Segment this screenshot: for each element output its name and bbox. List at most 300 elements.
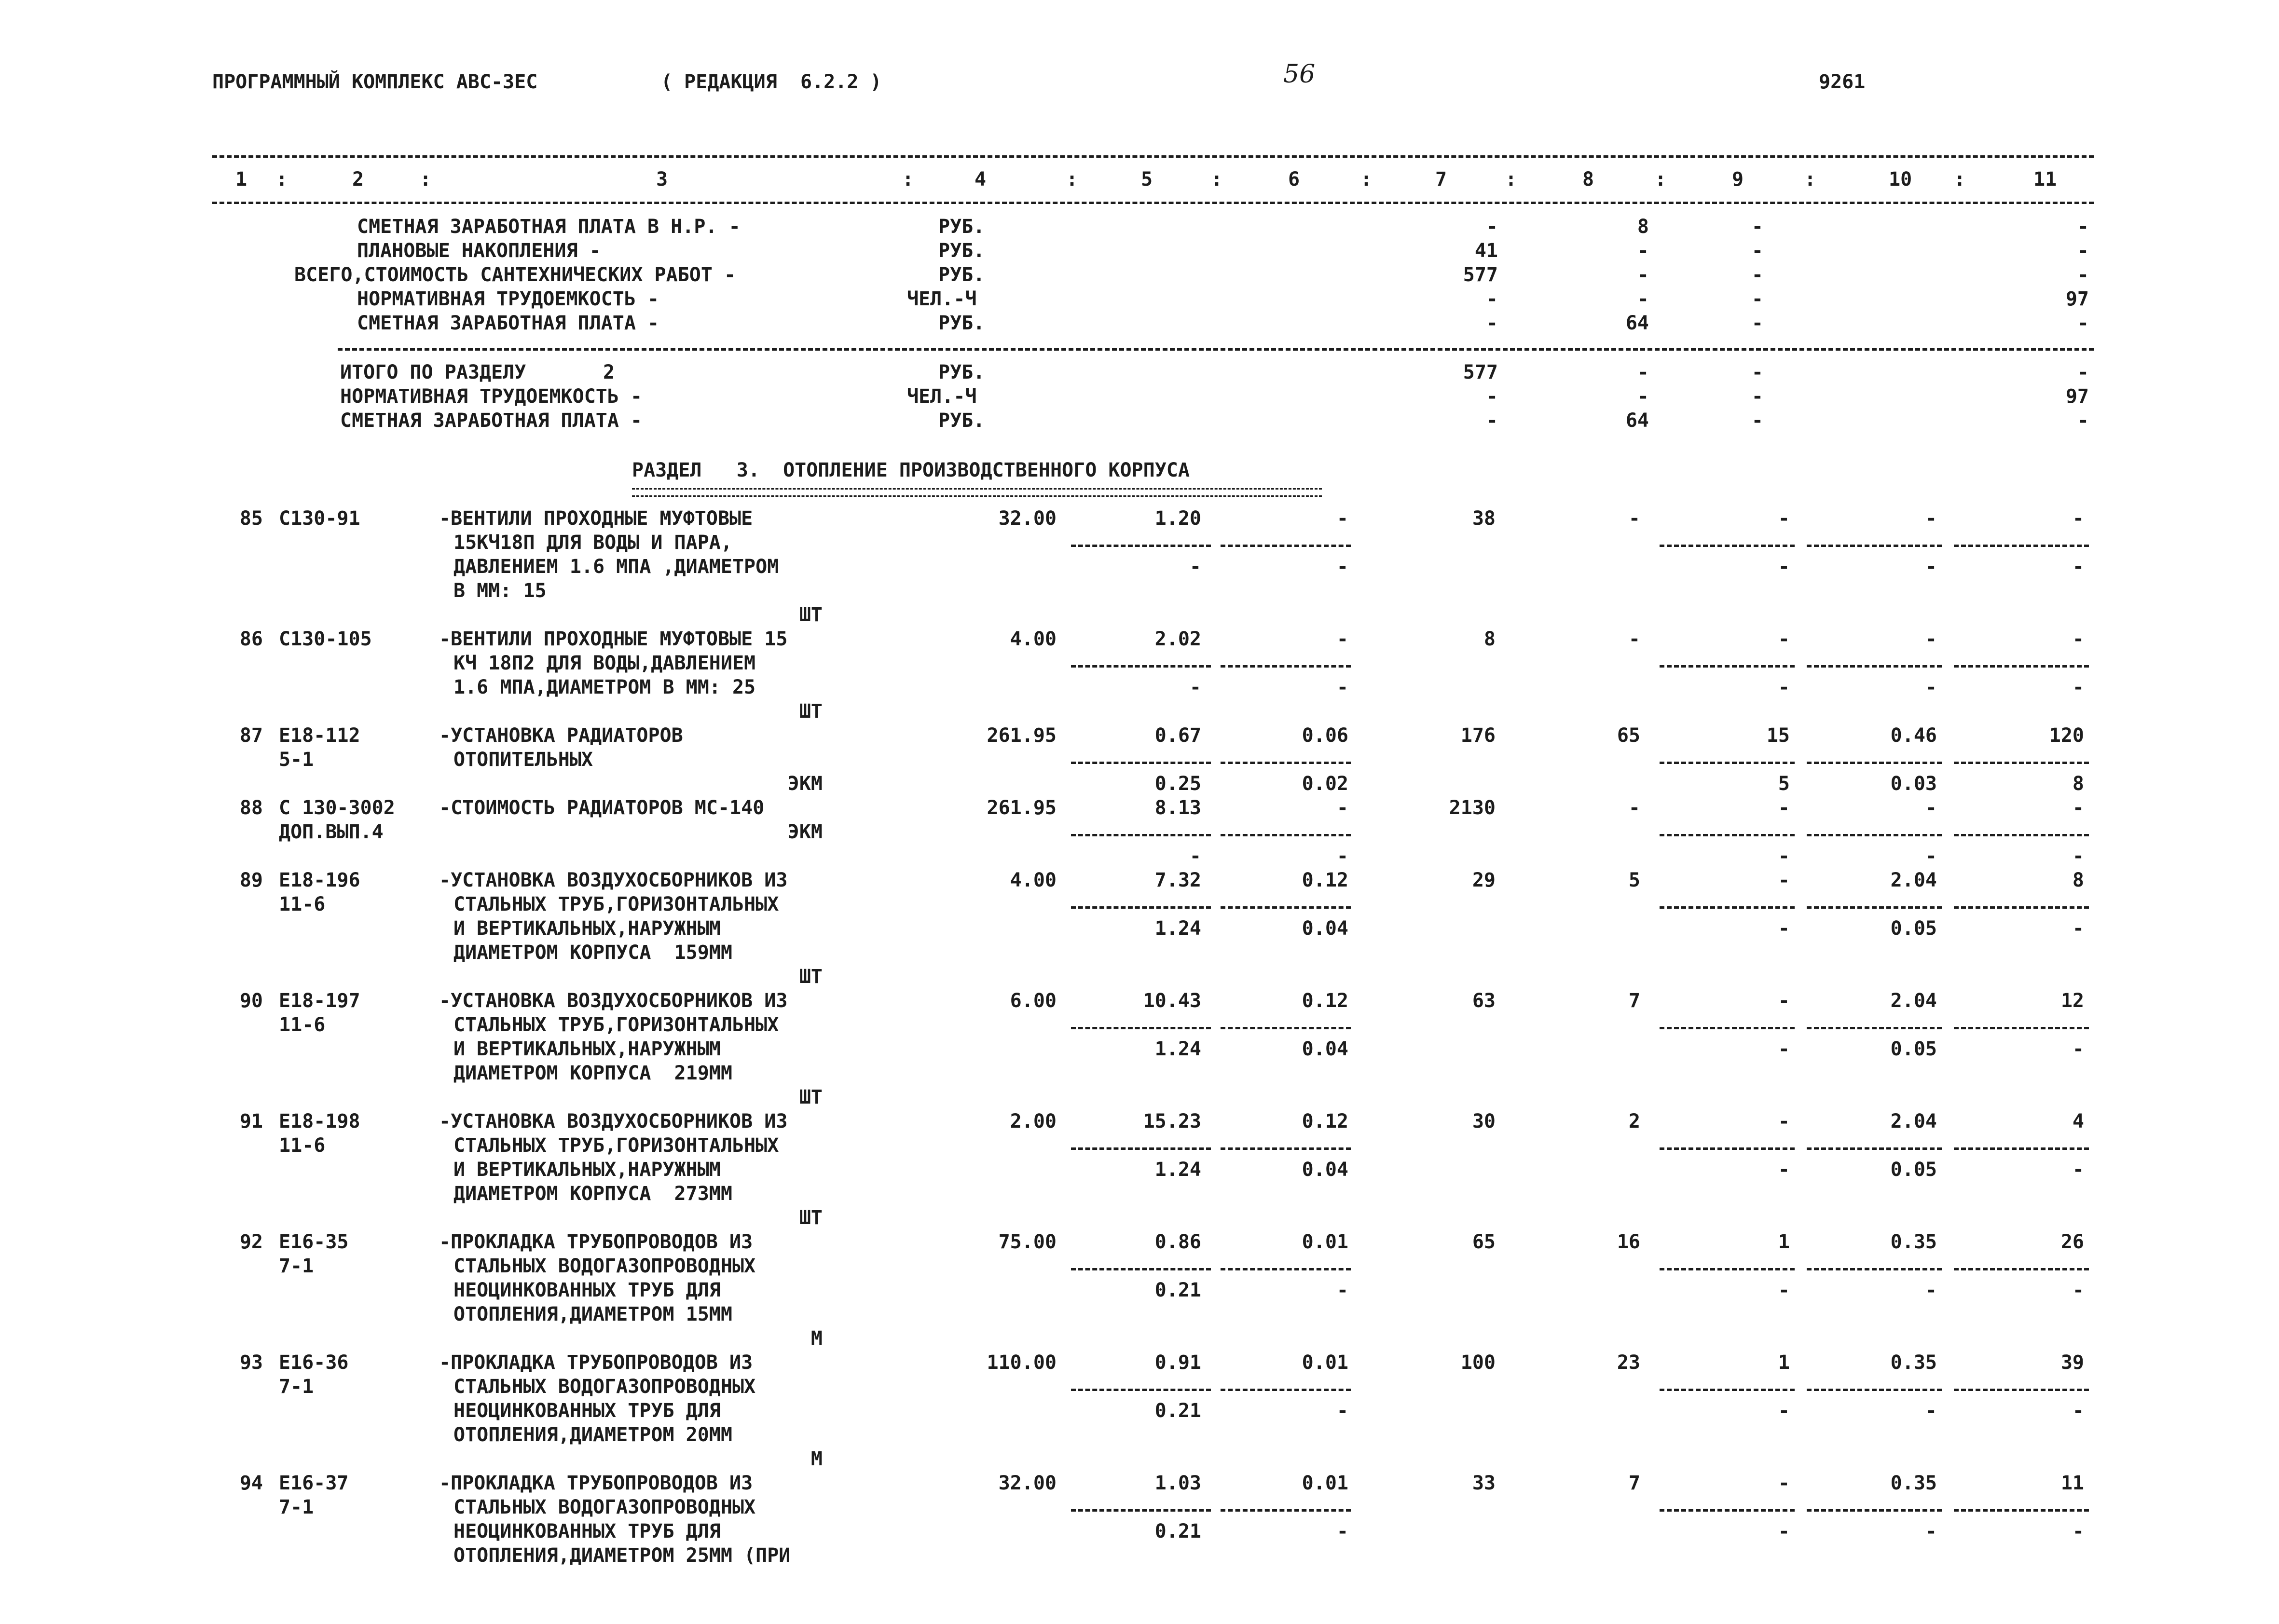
row-description: СТАЛЬНЫХ ВОДОГАЗОПРОВОДНЫХ bbox=[453, 1376, 756, 1398]
row-split-rule-col10 bbox=[1807, 1268, 1942, 1270]
summary-col7: - bbox=[1486, 216, 1498, 238]
row-col8: 23 bbox=[1617, 1351, 1640, 1374]
row-split-rule-col6 bbox=[1221, 665, 1351, 668]
row-description: -СТОИМОСТЬ РАДИАТОРОВ МС-140 bbox=[439, 797, 765, 819]
column-separator-3: : bbox=[902, 168, 914, 191]
row-description: ДИАМЕТРОМ КОРПУСА 219ММ bbox=[453, 1062, 732, 1084]
row-split-rule-col9 bbox=[1660, 1509, 1795, 1512]
row-col11-bottom: - bbox=[2072, 1279, 2084, 1301]
row-col5-top: 15.23 bbox=[1143, 1110, 1201, 1133]
row-code-secondary: 5-1 bbox=[279, 749, 314, 771]
column-header-5: 5 bbox=[1141, 168, 1153, 191]
row-description: ДАВЛЕНИЕМ 1.6 МПА ,ДИАМЕТРОМ bbox=[453, 556, 779, 578]
total-col8: - bbox=[1637, 361, 1649, 383]
column-separator-9: : bbox=[1804, 168, 1816, 191]
row-col6-top: 0.01 bbox=[1302, 1231, 1348, 1253]
row-split-rule-col9 bbox=[1660, 1147, 1795, 1150]
summary-col8: - bbox=[1637, 288, 1649, 310]
row-number: 87 bbox=[239, 724, 263, 747]
summary-col8: - bbox=[1637, 264, 1649, 286]
row-quantity: 2.00 bbox=[1010, 1110, 1057, 1133]
total-label: СМЕТНАЯ ЗАРАБОТНАЯ ПЛАТА - bbox=[340, 409, 643, 432]
row-split-rule-col11 bbox=[1954, 665, 2089, 668]
row-col11-top: 26 bbox=[2060, 1231, 2084, 1253]
row-number: 91 bbox=[239, 1110, 263, 1133]
row-col8: 16 bbox=[1617, 1231, 1640, 1253]
row-description: СТАЛЬНЫХ ВОДОГАЗОПРОВОДНЫХ bbox=[453, 1255, 756, 1277]
row-quantity: 4.00 bbox=[1010, 869, 1057, 891]
row-col11-top: - bbox=[2072, 797, 2084, 819]
row-col9-bottom: - bbox=[1778, 556, 1790, 578]
row-col7: 33 bbox=[1472, 1472, 1496, 1494]
row-col11-top: 39 bbox=[2060, 1351, 2084, 1374]
row-col11-bottom: - bbox=[2072, 556, 2084, 578]
row-split-rule-col11 bbox=[1954, 834, 2089, 836]
row-description: ОТОПЛЕНИЯ,ДИАМЕТРОМ 25ММ (ПРИ bbox=[453, 1544, 791, 1567]
row-col9-top: 1 bbox=[1778, 1351, 1790, 1374]
row-col7: 29 bbox=[1472, 869, 1496, 891]
row-col6-top: 0.12 bbox=[1302, 869, 1348, 891]
column-header-2: 2 bbox=[352, 168, 364, 191]
row-description: ОТОПЛЕНИЯ,ДИАМЕТРОМ 20ММ bbox=[453, 1424, 732, 1446]
summary-unit: РУБ. bbox=[938, 240, 985, 262]
row-description: ОТОПЛЕНИЯ,ДИАМЕТРОМ 15ММ bbox=[453, 1303, 732, 1325]
row-col5-bottom: 1.24 bbox=[1154, 1159, 1201, 1181]
row-col6-top: 0.01 bbox=[1302, 1351, 1348, 1374]
row-split-rule-col10 bbox=[1807, 762, 1942, 764]
row-col9-top: - bbox=[1778, 990, 1790, 1012]
column-separator-4: : bbox=[1066, 168, 1078, 191]
row-col9-top: - bbox=[1778, 1472, 1790, 1494]
row-col10-bottom: 0.05 bbox=[1890, 917, 1937, 940]
row-col8: 2 bbox=[1628, 1110, 1640, 1133]
row-code-secondary: 7-1 bbox=[279, 1496, 314, 1518]
row-number: 92 bbox=[239, 1231, 263, 1253]
row-col11-top: - bbox=[2072, 628, 2084, 650]
row-code: С 130-3002 bbox=[279, 797, 395, 819]
row-code: Е16-36 bbox=[279, 1351, 349, 1374]
row-split-rule-col11 bbox=[1954, 545, 2089, 547]
row-split-rule-col10 bbox=[1807, 1027, 1942, 1029]
row-col10-top: 0.35 bbox=[1890, 1231, 1937, 1253]
row-unit: ШТ bbox=[799, 700, 823, 723]
row-split-rule-col10 bbox=[1807, 906, 1942, 909]
row-col5-bottom: 0.21 bbox=[1154, 1400, 1201, 1422]
row-description: ДИАМЕТРОМ КОРПУСА 273ММ bbox=[453, 1183, 732, 1205]
row-split-rule-col11 bbox=[1954, 762, 2089, 764]
row-col6-top: - bbox=[1336, 507, 1348, 530]
column-header-4: 4 bbox=[975, 168, 987, 191]
row-split-rule-col5 bbox=[1071, 1147, 1211, 1150]
total-label: ИТОГО ПО РАЗДЕЛУ bbox=[340, 361, 526, 383]
row-code-secondary: 11-6 bbox=[279, 1014, 326, 1036]
section-title: РАЗДЕЛ 3. ОТОПЛЕНИЕ ПРОИЗВОДСТВЕННОГО КОРПУСА bbox=[632, 459, 1190, 481]
program-title: ПРОГРАММНЫЙ КОМПЛЕКС АВС-3ЕС bbox=[212, 71, 538, 93]
row-description: И ВЕРТИКАЛЬНЫХ,НАРУЖНЫМ bbox=[453, 917, 721, 940]
row-split-rule-col9 bbox=[1660, 1268, 1795, 1270]
row-description: 15КЧ18П ДЛЯ ВОДЫ И ПАРА, bbox=[453, 532, 732, 554]
row-col11-bottom: - bbox=[2072, 917, 2084, 940]
column-header-3: 3 bbox=[656, 168, 668, 191]
row-col10-top: 0.35 bbox=[1890, 1472, 1937, 1494]
row-col9-bottom: - bbox=[1778, 1159, 1790, 1181]
row-col9-top: - bbox=[1778, 869, 1790, 891]
row-unit: ШТ bbox=[799, 1207, 823, 1229]
total-unit: ЧЕЛ.-Ч bbox=[907, 385, 977, 408]
summary-col9: - bbox=[1751, 216, 1763, 238]
row-description: И ВЕРТИКАЛЬНЫХ,НАРУЖНЫМ bbox=[453, 1159, 721, 1181]
row-col11-top: 8 bbox=[2072, 869, 2084, 891]
row-split-rule-col5 bbox=[1071, 665, 1211, 668]
row-col9-bottom: 5 bbox=[1778, 773, 1790, 795]
row-code-secondary: ДОП.ВЫП.4 bbox=[279, 821, 384, 843]
row-description: -ВЕНТИЛИ ПРОХОДНЫЕ МУФТОВЫЕ 15 bbox=[439, 628, 788, 650]
row-split-rule-col5 bbox=[1071, 545, 1211, 547]
row-description: ОТОПИТЕЛЬНЫХ bbox=[453, 749, 593, 771]
row-split-rule-col6 bbox=[1221, 762, 1351, 764]
row-col10-bottom: 0.05 bbox=[1890, 1038, 1937, 1060]
row-col8: 5 bbox=[1628, 869, 1640, 891]
total-col7: - bbox=[1486, 385, 1498, 408]
row-col6-top: 0.12 bbox=[1302, 990, 1348, 1012]
row-code: Е18-196 bbox=[279, 869, 360, 891]
row-split-rule-col10 bbox=[1807, 665, 1942, 668]
row-description: СТАЛЬНЫХ ТРУБ,ГОРИЗОНТАЛЬНЫХ bbox=[453, 893, 779, 915]
row-split-rule-col6 bbox=[1221, 906, 1351, 909]
column-header-7: 7 bbox=[1435, 168, 1447, 191]
row-col5-top: 1.20 bbox=[1154, 507, 1201, 530]
header-rule-bottom bbox=[212, 202, 2094, 204]
total-unit: РУБ. bbox=[938, 361, 985, 383]
row-col7: 2130 bbox=[1449, 797, 1496, 819]
row-split-rule-col6 bbox=[1221, 1147, 1351, 1150]
summary-col11: - bbox=[2077, 312, 2089, 334]
row-code-secondary: 7-1 bbox=[279, 1376, 314, 1398]
row-split-rule-col6 bbox=[1221, 834, 1351, 836]
row-col5-top: 0.86 bbox=[1154, 1231, 1201, 1253]
row-split-rule-col6 bbox=[1221, 1389, 1351, 1391]
row-split-rule-col9 bbox=[1660, 545, 1795, 547]
row-col6-bottom: - bbox=[1336, 676, 1348, 698]
row-split-rule-col9 bbox=[1660, 834, 1795, 836]
row-description: СТАЛЬНЫХ ТРУБ,ГОРИЗОНТАЛЬНЫХ bbox=[453, 1134, 779, 1157]
edition-label: ( РЕДАКЦИЯ 6.2.2 ) bbox=[661, 71, 882, 93]
row-col6-bottom: - bbox=[1336, 1400, 1348, 1422]
row-code-secondary: 11-6 bbox=[279, 893, 326, 915]
row-description: В ММ: 15 bbox=[453, 580, 547, 602]
row-col9-top: - bbox=[1778, 797, 1790, 819]
row-unit: ШТ bbox=[799, 966, 823, 988]
row-code-secondary: 7-1 bbox=[279, 1255, 314, 1277]
row-split-rule-col11 bbox=[1954, 1268, 2089, 1270]
summary-label: СМЕТНАЯ ЗАРАБОТНАЯ ПЛАТА - bbox=[357, 312, 659, 334]
row-code: Е18-197 bbox=[279, 990, 360, 1012]
row-quantity: 261.95 bbox=[987, 797, 1057, 819]
column-separator-10: : bbox=[1954, 168, 1966, 191]
row-description: КЧ 18П2 ДЛЯ ВОДЫ,ДАВЛЕНИЕМ bbox=[453, 652, 756, 674]
row-col7: 63 bbox=[1472, 990, 1496, 1012]
row-col10-top: 2.04 bbox=[1890, 869, 1937, 891]
row-col9-top: 15 bbox=[1766, 724, 1790, 747]
summary-col9: - bbox=[1751, 240, 1763, 262]
row-col7: 8 bbox=[1483, 628, 1496, 650]
row-split-rule-col5 bbox=[1071, 1268, 1211, 1270]
row-col11-bottom: - bbox=[2072, 676, 2084, 698]
row-split-rule-col10 bbox=[1807, 1389, 1942, 1391]
row-col8: - bbox=[1628, 628, 1640, 650]
total-label: НОРМАТИВНАЯ ТРУДОЕМКОСТЬ - bbox=[340, 385, 643, 408]
column-separator-6: : bbox=[1360, 168, 1373, 191]
summary-col11: 97 bbox=[2065, 288, 2089, 310]
total-col7: - bbox=[1486, 409, 1498, 432]
row-split-rule-col9 bbox=[1660, 762, 1795, 764]
summary-col7: 577 bbox=[1463, 264, 1498, 286]
row-col5-bottom: 0.21 bbox=[1154, 1279, 1201, 1301]
total-col11: - bbox=[2077, 409, 2089, 432]
row-col5-bottom: - bbox=[1189, 556, 1201, 578]
section-title-underline bbox=[632, 488, 1322, 497]
row-split-rule-col11 bbox=[1954, 1389, 2089, 1391]
row-col5-bottom: - bbox=[1189, 676, 1201, 698]
row-unit: ШТ bbox=[799, 604, 823, 626]
row-col6-top: 0.12 bbox=[1302, 1110, 1348, 1133]
row-split-rule-col6 bbox=[1221, 1268, 1351, 1270]
total-section-number: 2 bbox=[603, 361, 615, 383]
summary-unit: РУБ. bbox=[938, 312, 985, 334]
row-code: Е18-198 bbox=[279, 1110, 360, 1133]
row-quantity: 32.00 bbox=[998, 507, 1057, 530]
row-quantity: 6.00 bbox=[1010, 990, 1057, 1012]
row-unit: ЭКМ bbox=[787, 821, 823, 843]
row-col6-bottom: 0.04 bbox=[1302, 917, 1348, 940]
row-description: 1.6 МПА,ДИАМЕТРОМ В ММ: 25 bbox=[453, 676, 756, 698]
summary-col9: - bbox=[1751, 312, 1763, 334]
total-col8: 64 bbox=[1625, 409, 1649, 432]
row-col9-bottom: - bbox=[1778, 1038, 1790, 1060]
row-split-rule-col5 bbox=[1071, 906, 1211, 909]
row-col10-top: 2.04 bbox=[1890, 1110, 1937, 1133]
row-quantity: 4.00 bbox=[1010, 628, 1057, 650]
column-separator-8: : bbox=[1655, 168, 1667, 191]
row-col9-top: - bbox=[1778, 507, 1790, 530]
total-col9: - bbox=[1751, 361, 1763, 383]
summary-col11: - bbox=[2077, 216, 2089, 238]
row-col11-top: 120 bbox=[2049, 724, 2084, 747]
row-col9-top: - bbox=[1778, 628, 1790, 650]
row-col11-top: 4 bbox=[2072, 1110, 2084, 1133]
row-code: Е16-35 bbox=[279, 1231, 349, 1253]
row-split-rule-col10 bbox=[1807, 1509, 1942, 1512]
row-split-rule-col6 bbox=[1221, 1027, 1351, 1029]
row-col5-top: 8.13 bbox=[1154, 797, 1201, 819]
row-col8: - bbox=[1628, 507, 1640, 530]
row-col6-bottom: 0.04 bbox=[1302, 1159, 1348, 1181]
row-description: -ВЕНТИЛИ ПРОХОДНЫЕ МУФТОВЫЕ bbox=[439, 507, 753, 530]
total-col11: 97 bbox=[2065, 385, 2089, 408]
row-description: -УСТАНОВКА ВОЗДУХОСБОРНИКОВ ИЗ bbox=[439, 1110, 788, 1133]
summary-label: СМЕТНАЯ ЗАРАБОТНАЯ ПЛАТА В Н.Р. - bbox=[357, 216, 741, 238]
column-header-1: 1 bbox=[235, 168, 247, 191]
row-split-rule-col6 bbox=[1221, 1509, 1351, 1512]
row-code-secondary: 11-6 bbox=[279, 1134, 326, 1157]
row-split-rule-col5 bbox=[1071, 834, 1211, 836]
row-description: И ВЕРТИКАЛЬНЫХ,НАРУЖНЫМ bbox=[453, 1038, 721, 1060]
summary-unit: ЧЕЛ.-Ч bbox=[907, 288, 977, 310]
summary-col8: 8 bbox=[1637, 216, 1649, 238]
row-quantity: 75.00 bbox=[998, 1231, 1057, 1253]
row-col11-bottom: 8 bbox=[2072, 773, 2084, 795]
row-col10-bottom: 0.05 bbox=[1890, 1159, 1937, 1181]
row-col7: 30 bbox=[1472, 1110, 1496, 1133]
row-split-rule-col6 bbox=[1221, 545, 1351, 547]
row-col10-top: 0.46 bbox=[1890, 724, 1937, 747]
summary-label: ПЛАНОВЫЕ НАКОПЛЕНИЯ - bbox=[357, 240, 601, 262]
row-col8: 65 bbox=[1617, 724, 1640, 747]
summary-col7: - bbox=[1486, 312, 1498, 334]
row-col5-bottom: 1.24 bbox=[1154, 917, 1201, 940]
row-col7: 38 bbox=[1472, 507, 1496, 530]
summary-unit: РУБ. bbox=[938, 264, 985, 286]
row-split-rule-col5 bbox=[1071, 1027, 1211, 1029]
row-quantity: 32.00 bbox=[998, 1472, 1057, 1494]
row-col5-bottom: 0.25 bbox=[1154, 773, 1201, 795]
summary-col8: - bbox=[1637, 240, 1649, 262]
row-number: 94 bbox=[239, 1472, 263, 1494]
row-col7: 176 bbox=[1460, 724, 1496, 747]
document-number: 9261 bbox=[1819, 71, 1866, 93]
row-description: -УСТАНОВКА ВОЗДУХОСБОРНИКОВ ИЗ bbox=[439, 869, 788, 891]
total-unit: РУБ. bbox=[938, 409, 985, 432]
row-col10-bottom: - bbox=[1925, 845, 1937, 867]
total-rule bbox=[338, 348, 2094, 351]
page-number: 56 bbox=[1283, 60, 1316, 89]
row-number: 86 bbox=[239, 628, 263, 650]
row-col6-top: 0.06 bbox=[1302, 724, 1348, 747]
summary-col11: - bbox=[2077, 264, 2089, 286]
row-code: Е18-112 bbox=[279, 724, 360, 747]
row-col11-bottom: - bbox=[2072, 1520, 2084, 1542]
row-split-rule-col9 bbox=[1660, 1027, 1795, 1029]
summary-col9: - bbox=[1751, 288, 1763, 310]
row-quantity: 261.95 bbox=[987, 724, 1057, 747]
row-description: ДИАМЕТРОМ КОРПУСА 159ММ bbox=[453, 942, 732, 964]
row-number: 89 bbox=[239, 869, 263, 891]
column-header-6: 6 bbox=[1288, 168, 1300, 191]
row-col10-top: 2.04 bbox=[1890, 990, 1937, 1012]
row-col6-bottom: - bbox=[1336, 845, 1348, 867]
row-split-rule-col5 bbox=[1071, 1509, 1211, 1512]
column-header-11: 11 bbox=[2033, 168, 2057, 191]
row-col9-bottom: - bbox=[1778, 1400, 1790, 1422]
row-col6-top: - bbox=[1336, 628, 1348, 650]
total-col9: - bbox=[1751, 409, 1763, 432]
row-split-rule-col9 bbox=[1660, 1389, 1795, 1391]
row-col5-top: 2.02 bbox=[1154, 628, 1201, 650]
row-col5-top: 10.43 bbox=[1143, 990, 1201, 1012]
row-description: НЕОЦИНКОВАННЫХ ТРУБ ДЛЯ bbox=[453, 1520, 721, 1542]
row-col7: 65 bbox=[1472, 1231, 1496, 1253]
row-col8: 7 bbox=[1628, 990, 1640, 1012]
column-header-10: 10 bbox=[1889, 168, 1912, 191]
summary-label: НОРМАТИВНАЯ ТРУДОЕМКОСТЬ - bbox=[357, 288, 659, 310]
row-col5-top: 1.03 bbox=[1154, 1472, 1201, 1494]
row-unit: М bbox=[810, 1448, 823, 1470]
row-col9-bottom: - bbox=[1778, 1520, 1790, 1542]
row-split-rule-col11 bbox=[1954, 1027, 2089, 1029]
row-description: СТАЛЬНЫХ ТРУБ,ГОРИЗОНТАЛЬНЫХ bbox=[453, 1014, 779, 1036]
row-col7: 100 bbox=[1460, 1351, 1496, 1374]
row-col9-top: - bbox=[1778, 1110, 1790, 1133]
row-col10-bottom: - bbox=[1925, 676, 1937, 698]
row-col10-top: - bbox=[1925, 628, 1937, 650]
row-unit: ШТ bbox=[799, 1086, 823, 1108]
row-number: 85 bbox=[239, 507, 263, 530]
row-split-rule-col9 bbox=[1660, 906, 1795, 909]
header-rule-top bbox=[212, 155, 2094, 158]
row-col11-bottom: - bbox=[2072, 1159, 2084, 1181]
summary-col8: 64 bbox=[1625, 312, 1649, 334]
row-split-rule-col11 bbox=[1954, 1147, 2089, 1150]
summary-unit: РУБ. bbox=[938, 216, 985, 238]
column-header-9: 9 bbox=[1732, 168, 1744, 191]
row-split-rule-col10 bbox=[1807, 1147, 1942, 1150]
row-description: НЕОЦИНКОВАННЫХ ТРУБ ДЛЯ bbox=[453, 1400, 721, 1422]
row-col10-bottom: - bbox=[1925, 1279, 1937, 1301]
column-separator-2: : bbox=[420, 168, 432, 191]
row-split-rule-col10 bbox=[1807, 834, 1942, 836]
summary-col11: - bbox=[2077, 240, 2089, 262]
row-col8: - bbox=[1628, 797, 1640, 819]
row-unit: ЭКМ bbox=[787, 773, 823, 795]
row-description: -ПРОКЛАДКА ТРУБОПРОВОДОВ ИЗ bbox=[439, 1472, 753, 1494]
total-col8: - bbox=[1637, 385, 1649, 408]
row-split-rule-col9 bbox=[1660, 665, 1795, 668]
row-number: 88 bbox=[239, 797, 263, 819]
row-split-rule-col5 bbox=[1071, 1389, 1211, 1391]
row-col9-bottom: - bbox=[1778, 676, 1790, 698]
row-col5-bottom: - bbox=[1189, 845, 1201, 867]
row-col6-top: - bbox=[1336, 797, 1348, 819]
column-separator-7: : bbox=[1505, 168, 1517, 191]
row-col10-bottom: - bbox=[1925, 1400, 1937, 1422]
row-description: НЕОЦИНКОВАННЫХ ТРУБ ДЛЯ bbox=[453, 1279, 721, 1301]
summary-col7: 41 bbox=[1474, 240, 1498, 262]
row-col6-top: 0.01 bbox=[1302, 1472, 1348, 1494]
row-unit: М bbox=[810, 1327, 823, 1350]
row-col11-bottom: - bbox=[2072, 1038, 2084, 1060]
row-col6-bottom: 0.02 bbox=[1302, 773, 1348, 795]
row-description: -ПРОКЛАДКА ТРУБОПРОВОДОВ ИЗ bbox=[439, 1351, 753, 1374]
row-split-rule-col10 bbox=[1807, 545, 1942, 547]
row-col10-top: 0.35 bbox=[1890, 1351, 1937, 1374]
row-code: С130-105 bbox=[279, 628, 372, 650]
total-col7: 577 bbox=[1463, 361, 1498, 383]
row-col5-top: 0.91 bbox=[1154, 1351, 1201, 1374]
row-split-rule-col5 bbox=[1071, 762, 1211, 764]
row-col11-top: 12 bbox=[2060, 990, 2084, 1012]
row-col10-bottom: 0.03 bbox=[1890, 773, 1937, 795]
row-col5-top: 0.67 bbox=[1154, 724, 1201, 747]
row-col5-bottom: 1.24 bbox=[1154, 1038, 1201, 1060]
row-split-rule-col11 bbox=[1954, 1509, 2089, 1512]
row-number: 93 bbox=[239, 1351, 263, 1374]
row-col10-top: - bbox=[1925, 797, 1937, 819]
total-col9: - bbox=[1751, 385, 1763, 408]
row-col6-bottom: 0.04 bbox=[1302, 1038, 1348, 1060]
row-col11-bottom: - bbox=[2072, 1400, 2084, 1422]
column-header-8: 8 bbox=[1582, 168, 1594, 191]
row-split-rule-col11 bbox=[1954, 906, 2089, 909]
